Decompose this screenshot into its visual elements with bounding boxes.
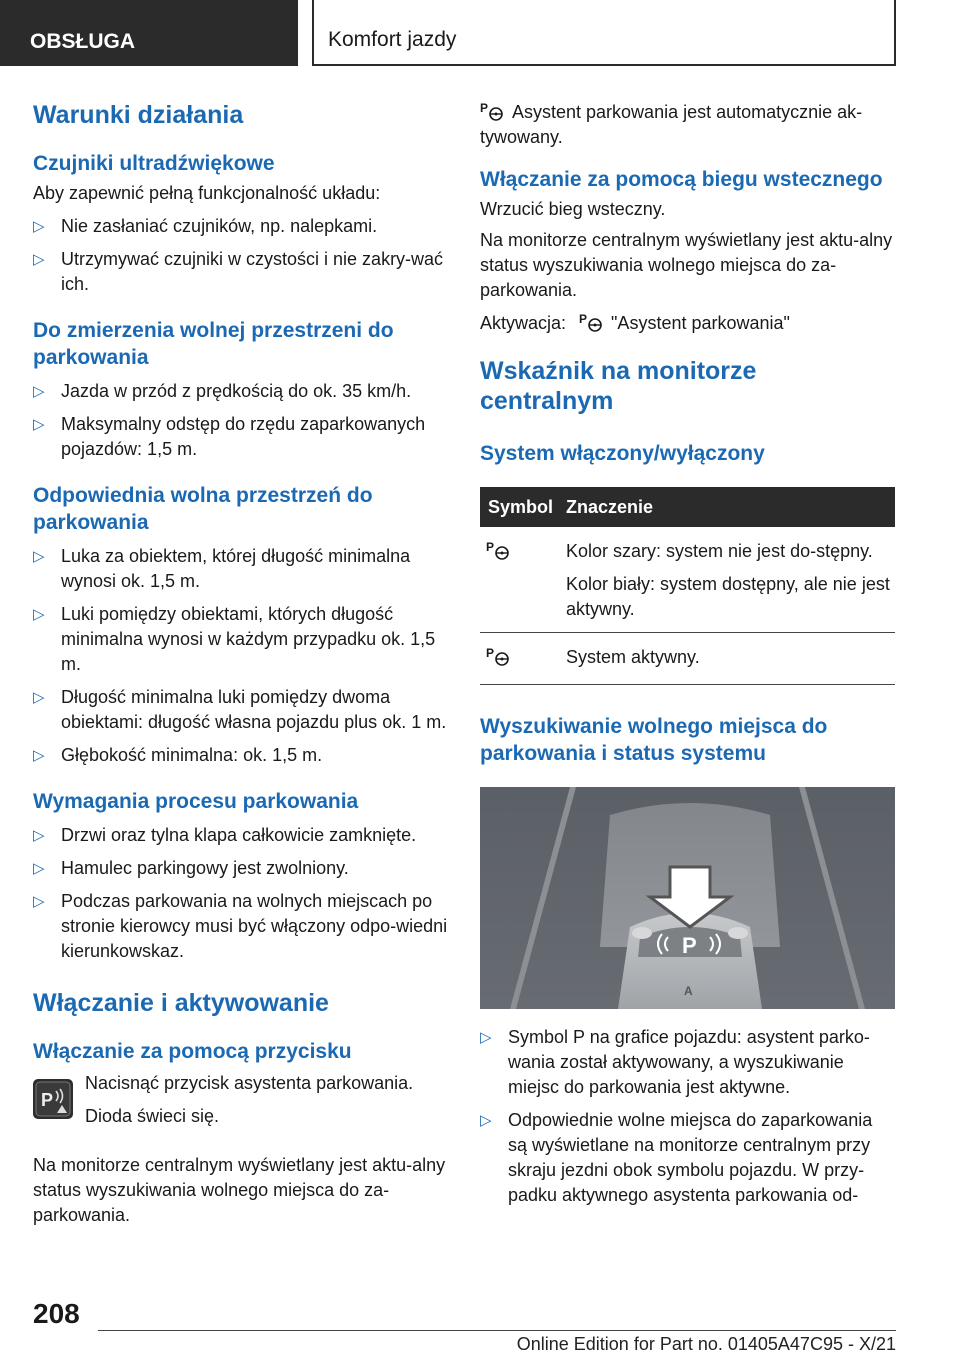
heading-measure: Do zmierzenia wolnej przestrzeni do parkowania — [33, 319, 394, 369]
list-item: ▷ Utrzymywać czujniki w czystości i nie zakry-wać ich. — [33, 247, 448, 297]
table-cell-meaning: Kolor szary: system nie jest do-stępny. Kolor biały: system dostępny, ale nie jest aktywny. — [566, 527, 895, 633]
svg-text:P: P — [579, 312, 588, 326]
footer-divider — [98, 1330, 896, 1331]
list-item: ▷ Hamulec parkingowy jest zwolniony. — [33, 856, 448, 881]
section-label: OBSŁUGA — [0, 0, 298, 66]
heading-reverse: Włączanie za pomocą biegu wstecznego — [480, 168, 883, 191]
page-header — [0, 0, 960, 66]
heading-system: System włączony/wyłączony — [480, 442, 765, 465]
svg-text:P: P — [486, 646, 495, 660]
page-number: 208 — [33, 1298, 80, 1329]
heading-button: Włączanie za pomocą przycisku — [33, 1040, 352, 1063]
list-space — [33, 544, 448, 768]
footer-edition: Online Edition for Part no. 01405A47C95 - X/21 — [516, 1334, 896, 1354]
parking-assistant-icon — [486, 645, 512, 667]
button-instruction — [33, 1071, 448, 1135]
graphic-a-symbol: A — [684, 984, 693, 998]
topic-label: Komfort jazdy — [312, 0, 896, 66]
table-cell-meaning: System aktywny. — [566, 633, 895, 685]
list-search — [480, 1025, 895, 1208]
right-column — [480, 100, 895, 1208]
table-cell-symbol — [480, 633, 566, 685]
list-item: ▷ Drzwi oraz tylna klapa całkowicie zamknięte. — [33, 823, 448, 848]
parking-button-icon — [33, 1079, 73, 1119]
text-monitor: Na monitorze centralnym wyświetlany jest aktu-alny status wyszukiwania wolnego miejsca do za-parkowania. — [33, 1155, 446, 1225]
button-step-1: Nacisnąć przycisk asystenta parkowania. — [85, 1073, 414, 1093]
parking-assistant-icon — [480, 100, 506, 122]
list-item: ▷ Maksymalny odstęp do rzędu zaparkowanych pojazdów: 1,5 m. — [33, 412, 448, 462]
table-cell-symbol — [480, 527, 566, 633]
table-header-symbol: Symbol — [480, 487, 566, 527]
table-header-row — [480, 487, 895, 527]
svg-text:P: P — [486, 540, 495, 554]
heading-space: Odpowiednia wolna przestrzeń do parkowania — [33, 484, 373, 534]
list-item: ▷ Głębokość minimalna: ok. 1,5 m. — [33, 743, 448, 768]
heading-switch: Włączanie i aktywowanie — [33, 989, 329, 1017]
text-activation: Aktywacja: P "Asystent parkowania" — [480, 312, 790, 333]
left-column — [33, 100, 448, 1228]
parking-search-graphic — [480, 787, 895, 1009]
text-auto-activated: P Asystent parkowania jest automatycznie ak-tywowany. — [480, 101, 863, 147]
table-header-meaning: Znaczenie — [566, 487, 895, 527]
parking-assistant-icon — [486, 539, 512, 561]
text-reverse-2: Na monitorze centralnym wyświetlany jest aktu-alny status wyszukiwania wolnego miejsca do za-parkowania. — [480, 230, 893, 300]
list-item: ▷ Jazda w przód z prędkością do ok. 35 km/h. — [33, 379, 448, 404]
list-sensors — [33, 214, 448, 297]
table-row — [480, 633, 895, 685]
text-reverse-1: Wrzucić bieg wsteczny. — [480, 199, 666, 219]
text-sensors: Aby zapewnić pełną funkcjonalność układu: — [33, 183, 381, 203]
symbol-table — [480, 487, 895, 685]
parking-assistant-icon — [579, 311, 605, 333]
list-item: ▷ Podczas parkowania na wolnych miejscach po stronie kierowcy musi być włączony odpo-wiedni kierunkowskaz. — [33, 889, 448, 964]
list-requirements — [33, 823, 448, 964]
heading-conditions: Warunki działania — [33, 101, 244, 129]
list-item: ▷ Nie zasłaniać czujników, np. nalepkami. — [33, 214, 448, 239]
list-measure — [33, 379, 448, 462]
graphic-p-symbol: P — [682, 933, 697, 958]
svg-text:P: P — [480, 101, 489, 115]
list-item: ▷ Luka za obiektem, której długość minimalna wynosi ok. 1,5 m. — [33, 544, 448, 594]
button-step-2: Dioda świeci się. — [85, 1106, 220, 1126]
heading-requirements: Wymagania procesu parkowania — [33, 790, 359, 813]
list-item: ▷ Luki pomiędzy obiektami, których długość minimalna wynosi w każdym przypadku ok. 1,5 m. — [33, 602, 448, 677]
list-item: ▷ Długość minimalna luki pomiędzy dwoma obiektami: długość własna pojazdu plus ok. 1 m. — [33, 685, 448, 735]
svg-text:P: P — [41, 1090, 54, 1110]
table-row — [480, 527, 895, 633]
list-item: ▷ Symbol P na grafice pojazdu: asystent parko-wania został aktywowany, a wyszukiwanie miejsc do parkowania jest aktywne. — [480, 1025, 895, 1100]
heading-sensors: Czujniki ultradźwiękowe — [33, 152, 275, 175]
heading-search: Wyszukiwanie wolnego miejsca do parkowania i status systemu — [480, 715, 828, 765]
heading-indicator: Wskaźnik na monitorze centralnym — [480, 357, 757, 415]
list-item: ▷ Odpowiednie wolne miejsca do zaparkowania są wyświetlane na monitorze centralnym przy skraju jezdni obok symbolu pojazdu. W przy-padku aktywnego asystenta parkowania od- — [480, 1108, 895, 1208]
